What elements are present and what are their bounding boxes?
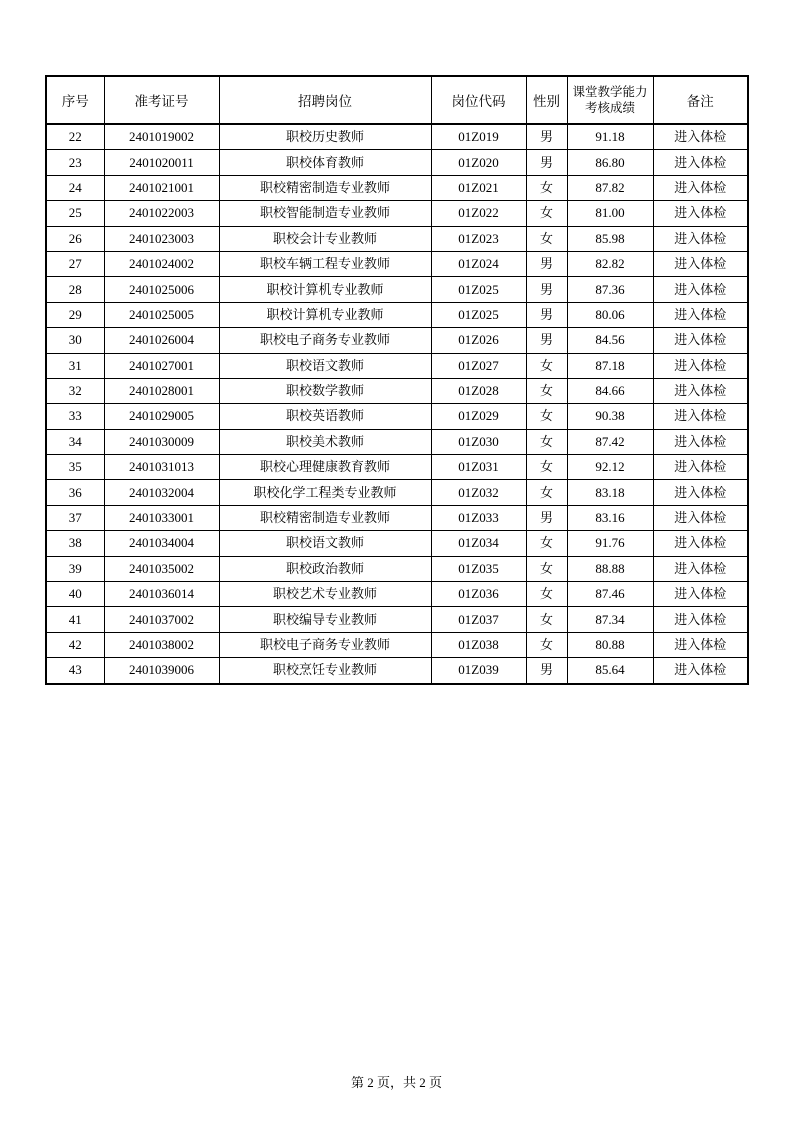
cell-remark: 进入体检 — [653, 531, 748, 556]
cell-position: 职校数学教师 — [219, 378, 431, 403]
cell-gender: 女 — [526, 378, 567, 403]
table-row — [46, 353, 748, 378]
cell-gender: 女 — [526, 353, 567, 378]
cell-gender: 女 — [526, 226, 567, 251]
cell-seq: 23 — [46, 150, 104, 175]
cell-gender: 男 — [526, 302, 567, 327]
cell-gender: 男 — [526, 124, 567, 150]
cell-exam-no: 2401036014 — [104, 582, 219, 607]
cell-exam-no: 2401034004 — [104, 531, 219, 556]
cell-remark: 进入体检 — [653, 582, 748, 607]
cell-gender: 女 — [526, 531, 567, 556]
cell-gender: 女 — [526, 582, 567, 607]
cell-exam-no: 2401029005 — [104, 404, 219, 429]
header-gender: 性别 — [526, 76, 567, 124]
cell-position-code: 01Z034 — [431, 531, 526, 556]
cell-score: 80.88 — [567, 632, 653, 657]
cell-remark: 进入体检 — [653, 277, 748, 302]
cell-seq: 24 — [46, 175, 104, 200]
cell-gender: 女 — [526, 175, 567, 200]
cell-position-code: 01Z032 — [431, 480, 526, 505]
cell-position-code: 01Z036 — [431, 582, 526, 607]
cell-position: 职校历史教师 — [219, 124, 431, 150]
cell-position: 职校艺术专业教师 — [219, 582, 431, 607]
cell-position: 职校车辆工程专业教师 — [219, 251, 431, 276]
table-row — [46, 455, 748, 480]
cell-score: 85.98 — [567, 226, 653, 251]
cell-exam-no: 2401023003 — [104, 226, 219, 251]
cell-gender: 女 — [526, 556, 567, 581]
cell-exam-no: 2401035002 — [104, 556, 219, 581]
cell-seq: 37 — [46, 505, 104, 530]
table-row — [46, 302, 748, 327]
cell-position-code: 01Z033 — [431, 505, 526, 530]
header-position: 招聘岗位 — [219, 76, 431, 124]
cell-position: 职校体育教师 — [219, 150, 431, 175]
table-row — [46, 632, 748, 657]
cell-seq: 41 — [46, 607, 104, 632]
cell-exam-no: 2401021001 — [104, 175, 219, 200]
cell-gender: 女 — [526, 455, 567, 480]
cell-position-code: 01Z023 — [431, 226, 526, 251]
table-row — [46, 124, 748, 150]
cell-exam-no: 2401027001 — [104, 353, 219, 378]
cell-seq: 28 — [46, 277, 104, 302]
cell-score: 87.34 — [567, 607, 653, 632]
cell-gender: 男 — [526, 251, 567, 276]
cell-seq: 31 — [46, 353, 104, 378]
cell-position: 职校英语教师 — [219, 404, 431, 429]
cell-remark: 进入体检 — [653, 607, 748, 632]
cell-score: 87.18 — [567, 353, 653, 378]
table-row — [46, 251, 748, 276]
cell-position: 职校计算机专业教师 — [219, 277, 431, 302]
cell-remark: 进入体检 — [653, 201, 748, 226]
cell-remark: 进入体检 — [653, 226, 748, 251]
cell-position-code: 01Z024 — [431, 251, 526, 276]
table-row — [46, 404, 748, 429]
cell-position: 职校美术教师 — [219, 429, 431, 454]
cell-position: 职校电子商务专业教师 — [219, 328, 431, 353]
cell-position: 职校计算机专业教师 — [219, 302, 431, 327]
cell-position: 职校编导专业教师 — [219, 607, 431, 632]
cell-seq: 38 — [46, 531, 104, 556]
page-footer: 第 2 页，共 2 页 — [350, 1075, 442, 1090]
cell-seq: 39 — [46, 556, 104, 581]
cell-score: 87.82 — [567, 175, 653, 200]
table-row — [46, 556, 748, 581]
cell-remark: 进入体检 — [653, 378, 748, 403]
cell-exam-no: 2401026004 — [104, 328, 219, 353]
table-body — [46, 124, 748, 684]
cell-position-code: 01Z025 — [431, 302, 526, 327]
cell-seq: 35 — [46, 455, 104, 480]
cell-exam-no: 2401032004 — [104, 480, 219, 505]
cell-position: 职校智能制造专业教师 — [219, 201, 431, 226]
header-seq: 序号 — [46, 76, 104, 124]
table-row — [46, 226, 748, 251]
cell-gender: 女 — [526, 632, 567, 657]
cell-score: 85.64 — [567, 658, 653, 684]
cell-position-code: 01Z019 — [431, 124, 526, 150]
cell-position-code: 01Z028 — [431, 378, 526, 403]
cell-seq: 34 — [46, 429, 104, 454]
cell-position-code: 01Z030 — [431, 429, 526, 454]
table-row — [46, 480, 748, 505]
cell-seq: 32 — [46, 378, 104, 403]
cell-position-code: 01Z022 — [431, 201, 526, 226]
cell-gender: 女 — [526, 201, 567, 226]
cell-position-code: 01Z035 — [431, 556, 526, 581]
cell-position: 职校精密制造专业教师 — [219, 505, 431, 530]
cell-score: 83.18 — [567, 480, 653, 505]
cell-position-code: 01Z038 — [431, 632, 526, 657]
cell-position-code: 01Z027 — [431, 353, 526, 378]
cell-remark: 进入体检 — [653, 455, 748, 480]
cell-exam-no: 2401037002 — [104, 607, 219, 632]
table-row — [46, 277, 748, 302]
header-position-code: 岗位代码 — [431, 76, 526, 124]
cell-position-code: 01Z039 — [431, 658, 526, 684]
cell-gender: 男 — [526, 505, 567, 530]
table-row — [46, 429, 748, 454]
cell-score: 90.38 — [567, 404, 653, 429]
header-exam-no: 准考证号 — [104, 76, 219, 124]
cell-gender: 男 — [526, 277, 567, 302]
cell-position: 职校政治教师 — [219, 556, 431, 581]
cell-exam-no: 2401025005 — [104, 302, 219, 327]
cell-score: 87.46 — [567, 582, 653, 607]
cell-seq: 26 — [46, 226, 104, 251]
cell-remark: 进入体检 — [653, 404, 748, 429]
cell-position: 职校语文教师 — [219, 531, 431, 556]
cell-remark: 进入体检 — [653, 429, 748, 454]
cell-remark: 进入体检 — [653, 480, 748, 505]
cell-seq: 30 — [46, 328, 104, 353]
cell-exam-no: 2401033001 — [104, 505, 219, 530]
cell-score: 80.06 — [567, 302, 653, 327]
cell-gender: 女 — [526, 607, 567, 632]
cell-score: 84.66 — [567, 378, 653, 403]
cell-remark: 进入体检 — [653, 632, 748, 657]
cell-remark: 进入体检 — [653, 658, 748, 684]
cell-position-code: 01Z026 — [431, 328, 526, 353]
cell-position-code: 01Z031 — [431, 455, 526, 480]
cell-score: 87.36 — [567, 277, 653, 302]
cell-exam-no: 2401039006 — [104, 658, 219, 684]
results-table — [45, 75, 749, 685]
cell-position: 职校心理健康教育教师 — [219, 455, 431, 480]
cell-score: 83.16 — [567, 505, 653, 530]
cell-seq: 22 — [46, 124, 104, 150]
cell-exam-no: 2401025006 — [104, 277, 219, 302]
cell-remark: 进入体检 — [653, 353, 748, 378]
cell-remark: 进入体检 — [653, 505, 748, 530]
cell-score: 88.88 — [567, 556, 653, 581]
cell-remark: 进入体检 — [653, 328, 748, 353]
table-row — [46, 505, 748, 530]
cell-score: 91.18 — [567, 124, 653, 150]
cell-gender: 女 — [526, 429, 567, 454]
table-row — [46, 607, 748, 632]
header-score: 课堂教学能力考核成绩 — [567, 76, 653, 124]
header-remark: 备注 — [653, 76, 748, 124]
table-row — [46, 150, 748, 175]
cell-position: 职校化学工程类专业教师 — [219, 480, 431, 505]
cell-exam-no: 2401020011 — [104, 150, 219, 175]
table-row — [46, 658, 748, 684]
cell-position-code: 01Z020 — [431, 150, 526, 175]
cell-seq: 42 — [46, 632, 104, 657]
cell-exam-no: 2401019002 — [104, 124, 219, 150]
cell-score: 82.82 — [567, 251, 653, 276]
cell-exam-no: 2401024002 — [104, 251, 219, 276]
cell-position: 职校精密制造专业教师 — [219, 175, 431, 200]
table-row — [46, 531, 748, 556]
cell-gender: 女 — [526, 404, 567, 429]
table-row — [46, 378, 748, 403]
table-header-row — [46, 76, 748, 124]
cell-remark: 进入体检 — [653, 175, 748, 200]
cell-remark: 进入体检 — [653, 556, 748, 581]
cell-position-code: 01Z021 — [431, 175, 526, 200]
cell-exam-no: 2401028001 — [104, 378, 219, 403]
cell-gender: 男 — [526, 328, 567, 353]
cell-position-code: 01Z037 — [431, 607, 526, 632]
cell-seq: 40 — [46, 582, 104, 607]
cell-seq: 25 — [46, 201, 104, 226]
cell-position-code: 01Z029 — [431, 404, 526, 429]
cell-seq: 27 — [46, 251, 104, 276]
cell-position: 职校语文教师 — [219, 353, 431, 378]
cell-seq: 36 — [46, 480, 104, 505]
cell-seq: 33 — [46, 404, 104, 429]
cell-gender: 男 — [526, 150, 567, 175]
table-row — [46, 201, 748, 226]
cell-score: 91.76 — [567, 531, 653, 556]
cell-exam-no: 2401031013 — [104, 455, 219, 480]
cell-exam-no: 2401030009 — [104, 429, 219, 454]
cell-position: 职校电子商务专业教师 — [219, 632, 431, 657]
cell-score: 92.12 — [567, 455, 653, 480]
cell-remark: 进入体检 — [653, 251, 748, 276]
cell-score: 84.56 — [567, 328, 653, 353]
table-row — [46, 582, 748, 607]
table-row — [46, 175, 748, 200]
cell-remark: 进入体检 — [653, 150, 748, 175]
cell-gender: 女 — [526, 480, 567, 505]
cell-position: 职校会计专业教师 — [219, 226, 431, 251]
cell-score: 87.42 — [567, 429, 653, 454]
table-row — [46, 328, 748, 353]
cell-score: 81.00 — [567, 201, 653, 226]
cell-gender: 男 — [526, 658, 567, 684]
cell-seq: 29 — [46, 302, 104, 327]
cell-position-code: 01Z025 — [431, 277, 526, 302]
cell-exam-no: 2401038002 — [104, 632, 219, 657]
cell-remark: 进入体检 — [653, 124, 748, 150]
cell-score: 86.80 — [567, 150, 653, 175]
cell-seq: 43 — [46, 658, 104, 684]
cell-exam-no: 2401022003 — [104, 201, 219, 226]
cell-position: 职校烹饪专业教师 — [219, 658, 431, 684]
cell-remark: 进入体检 — [653, 302, 748, 327]
